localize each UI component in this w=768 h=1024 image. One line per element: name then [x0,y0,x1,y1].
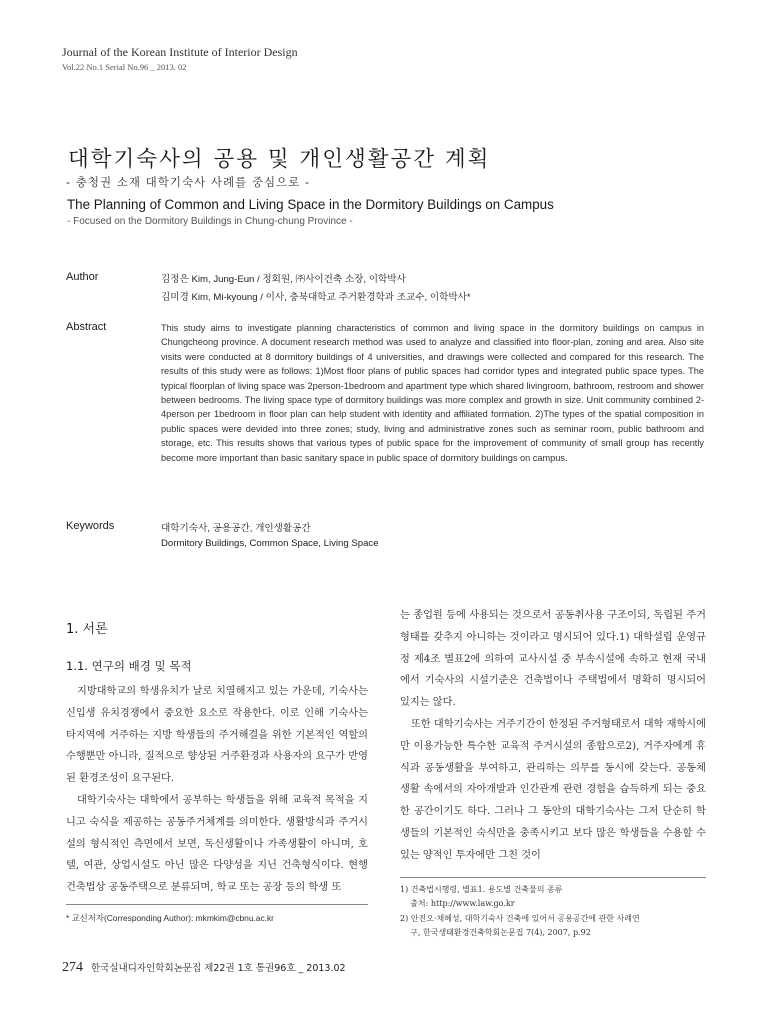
keywords-label: Keywords [66,520,115,532]
paper-subtitle-korean: - 충청권 소재 대학기숙사 사례를 중심으로 - [66,175,311,189]
author-line-2: 김미경 Kim, Mi-kyoung / 이사, 충북대학교 주거환경학과 조교수, 이학박사* [161,292,471,303]
paper-subtitle-english: - Focused on the Dormitory Buildings in Chung-chung Province - [67,216,353,227]
abstract-text: This study aims to investigate planning characteristics of common and living space in the dormitory buildings on campus in Chungcheong province. A document research method was used to analyze and classified into floor-plan, zoning and area. Also site visits were conducted at 8 dormitory buildings of 4 universities, and drawings were collected and compared for this research. The results of this study were as follows: 1)Most floor plans of public spaces had corridor types and integrated public space types. The typical floorplan of living space was 2person-1bedroom and apartment type which shared livingroom, bathroom, restroom and shower between bedrooms. The living space type of dormitory buildings was more complex and growth in size. Unit community combined 2-4person per 1bedroom in floor plan can help student with identity and affiliated formation. 2)The types of the spatial composition in public spaces were devided into three zones; study, living and administrative zones such as seminar room, public bathroom and storage, etc. This results shows that various types of public space for the improvement of community of small group has recently become more important than basic sanitary space in public space of dormitory buildings on campus. [161,323,704,463]
body-paragraph: 는 종업원 등에 사용되는 것으로서 공동취사용 구조이되, 독립된 주거형태를 갖추지 아니하는 것이라고 명시되어 있다.1) 대학설립 운영규정 제4조 별표2에 의하여 교사시설 중 부속시설에 속하고 현재 국내에서 기숙사의 시설기준은 건축법이나 주택법에서 명확히 명시되어 있지는 않다. [400,610,706,709]
paper-title-english: The Planning of Common and Living Space in the Dormitory Buildings on Campus [67,197,554,212]
footnote-2: 2) 안진오·채혜성, 대학기숙사 건축에 있어서 공용공간에 관한 사례연 구, 한국생태환경건축학회논문집 7(4), 2007, p.92 [400,914,640,937]
footnote-1: 1) 건축법시행령, 별표1. 용도별 건축물의 종류 출처: http://www.law.go.kr [400,885,563,908]
subsection-title: 1.1. 연구의 배경 및 목적 [66,659,192,673]
paper-title-korean: 대학기숙사의 공용 및 개인생활공간 계획 [68,147,491,172]
body-column-right [400,605,706,867]
page-footer [62,960,346,976]
author-label: Author [66,271,99,283]
body-column-left [66,681,368,899]
corresponding-author-footnote: * 교신저자(Corresponding Author): mkmkim@cbnu.ac.kr [66,913,274,923]
author-line-1: 김정은 Kim, Jung-Eun / 정회원, ㈜사이건축 소장, 이학박사 [161,274,406,285]
journal-volume-info: Vol.22 No.1 Serial No.96 _ 2013. 02 [62,62,187,72]
keywords-english: Dormitory Buildings, Common Space, Living Space [161,538,379,549]
body-paragraph: 대학기숙사는 대학에서 공부하는 학생들을 위해 교육적 목적을 지니고 숙식을 제공하는 공동주거체계를 의미한다. 생활방식과 주거시설의 형식적인 측면에서 보면, 독신생활이나 가족생활이 아니며, 호텔, 여관, 상업시설도 아닌 많은 다양성을 지닌 건축형식이다. 현행 건축법상 공동주택으로 분류되며, 학교 또는 공장 등의 학생 또 [66,794,368,894]
keywords-korean: 대학기숙사, 공용공간, 개인생활공간 [161,523,311,534]
footer-journal-text: 한국실내디자인학회논문집 제22권 1호 통권96호 _ 2013.02 [91,963,346,974]
abstract-label: Abstract [66,321,107,333]
section-title: 1. 서론 [66,622,108,637]
body-paragraph: 지방대학교의 학생유치가 날로 치열해지고 있는 가운데, 기숙사는 신입생 유치경쟁에서 중요한 요소로 작용한다. 이로 인해 기숙사는 타지역에 거주하는 지방 학생들의 주거해결을 위한 기본적인 역할의 수행뿐만 아니라, 질적으로 향상된 거주환경과 사용자의 요구가 반영된 환경조성이 요구된다. [66,686,368,785]
footnotes-list [400,883,700,941]
footnote-divider-right [400,877,706,878]
body-paragraph: 또한 대학기숙사는 거주기간이 한정된 주거형태로서 대학 재학시에만 이용가능한 특수한 교육적 주거시설의 종합으로2), 거주자에게 휴식과 공동생활을 부여하고, 관리하는 의무를 동시에 갖는다. 공동체 생활 속에서의 자아개발과 인간관계 관련 경험을 습득하게 되는 중요한 공간이기도 하다. 그러나 그 동안의 대학기숙사는 그저 단순히 학생들의 기본적인 숙식만을 충족시키고 보다 많은 학생들을 수용할 수 있는 양적인 투자에만 그친 것이 [400,718,706,861]
page-number: 274 [62,960,83,975]
footnote-divider-left [66,904,368,905]
journal-name: Journal of the Korean Institute of Interior Design [62,45,298,59]
